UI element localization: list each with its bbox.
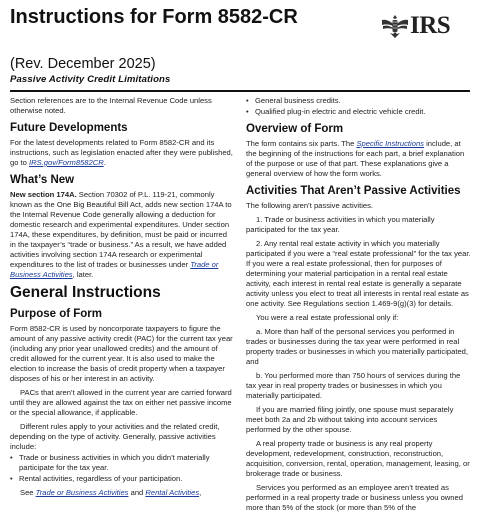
purpose-paragraph-2: PACs that aren’t allowed in the current year are carried forward until they are allowed against the tax on either net passive income or the special allowance, if applicable. [10, 388, 232, 417]
future-developments-heading: Future Developments [10, 122, 128, 134]
general-instructions-heading: General Instructions [10, 284, 161, 301]
bullet-text: General business credits. [255, 96, 341, 105]
not-passive-intro: The following aren’t passive activities. [246, 201, 374, 210]
list-item [246, 107, 472, 117]
see-end: , [199, 488, 202, 497]
employee-services-note: Services you performed as an employee aren’t treated as performed in a real property trade or business unless you owned more than 5% of the stock (or more than 5% of the [246, 483, 463, 512]
purpose-heading: Purpose of Form [10, 308, 103, 320]
not-passive-heading: Activities That Aren’t Passive Activities [246, 185, 461, 197]
trade-business-activities-link[interactable]: Trade or Business Activities [35, 488, 129, 497]
see-and: and [128, 488, 146, 497]
item-2: 2. Any rental real estate activity in which you materially participated if you were a “real estate professional” for the tax year. If you were a real estate professional, then for purposes of determining your material participation in a rental real estate activity, each interest in rental real estate is generally a separate activity unless you elect to treat all interests in rental real estate as one activity. See Regulations section 1.469-9(g)(3) for details. [246, 239, 471, 308]
trade-business-link[interactable]: Trade or Business Activities [10, 260, 219, 279]
real-property-definition: A real property trade or business is any real property development, redevelopment, construction, reconstruction, acquisition, conversion, rental, operation, management, leasing, or brokerage trade or business. [246, 439, 470, 478]
form-subtitle: Passive Activity Credit Limitations [10, 74, 171, 85]
joint-filing-note: If you are married filing jointly, one spouse must separately meet both 2a and 2b without taking into account services performed by the other spouse. [246, 405, 454, 434]
overview-text-end: include, at the beginning of the instructions for each part, a brief explanation of the purpose or use of that part. These explanations give a general overview of how the form works. [246, 139, 465, 178]
specific-instructions-link[interactable]: Specific Instructions [356, 139, 424, 148]
bullet-icon: • [10, 453, 13, 462]
overview-text-start: The form contains six parts. The [246, 139, 357, 148]
right-column [246, 96, 472, 517]
bullet-icon: • [10, 474, 13, 483]
whats-new-body: Section 70302 of P.L. 119-21, commonly known as the One Big Beautiful Bill Act, adds new section 174A to the Internal Revenue Code generally allowing a deduction for domestic research and experimental expenditures. Under section 174A, these expenditures, by definition, must be paid or incurred in the taxpayer’s “trade or business.” As a result, we have added activities involving section 174A research or experimental expenditures to the list of trades or businesses under [10, 190, 232, 269]
left-column [10, 96, 234, 502]
overview-heading: Overview of Form [246, 123, 344, 135]
list-item [10, 453, 234, 473]
future-developments-text [10, 138, 234, 168]
professional-intro: You were a real estate professional only if: [256, 313, 399, 322]
rental-activities-link[interactable]: Rental Activities [145, 488, 200, 497]
item-a: a. More than half of the personal services you performed in trades or businesses during the tax year were performed in real property trades or businesses in which you materially participated, and [246, 327, 469, 366]
revision-date: (Rev. December 2025) [10, 56, 156, 72]
whats-new-lead: New section 174A. [10, 190, 77, 199]
whats-new-end: , later. [72, 270, 94, 279]
bullet-icon: • [246, 107, 249, 116]
list-item [246, 96, 472, 106]
purpose-paragraph-3: Different rules apply to your activities and the related credit, depending on the type of activity. Generally, passive activities include: [10, 422, 220, 451]
whats-new-heading: What’s New [10, 174, 75, 186]
see-references [10, 488, 234, 498]
future-text: For the latest developments related to Form 8582-CR and its instructions, such as legislation enacted after they were published, go to [10, 138, 233, 167]
eagle-emblem-icon [380, 12, 410, 40]
see-text: See [20, 488, 36, 497]
whats-new-text [10, 190, 234, 280]
bullet-icon: • [246, 96, 249, 105]
bullet-text: Qualified plug-in electric and electric vehicle credit. [255, 107, 426, 116]
irs-wordmark: IRS [410, 12, 451, 39]
irs-logo [380, 12, 472, 40]
bullet-text: Rental activities, regardless of your participation. [19, 474, 183, 483]
item-b: b. You performed more than 750 hours of services during the tax year in real property trades or businesses in which you materially participated. [246, 371, 461, 400]
overview-text [246, 139, 472, 179]
intro-text: Section references are to the Internal Revenue Code unless otherwise noted. [10, 96, 212, 115]
future-text-end: . [103, 158, 106, 167]
list-item [10, 474, 234, 484]
header-divider [10, 90, 470, 92]
purpose-paragraph-1: Form 8582-CR is used by noncorporate taxpayers to figure the amount of any passive activity credit (PAC) for the current tax year (including any prior year unallowed credits) and the amount of credit allowed for the current year. It is also used to make the election to increase the basis of credit property when a taxpayer disposes of his or her interest in an activity. [10, 324, 233, 383]
form-8582cr-link[interactable]: IRS.gov/Form8582CR [29, 158, 104, 167]
item-1: 1. Trade or business activities in which you materially participated for the tax year. [246, 215, 435, 234]
bullet-text: Trade or business activities in which you didn’t materially participate for the tax year. [19, 453, 210, 472]
page-title: Instructions for Form 8582-CR [10, 6, 298, 28]
